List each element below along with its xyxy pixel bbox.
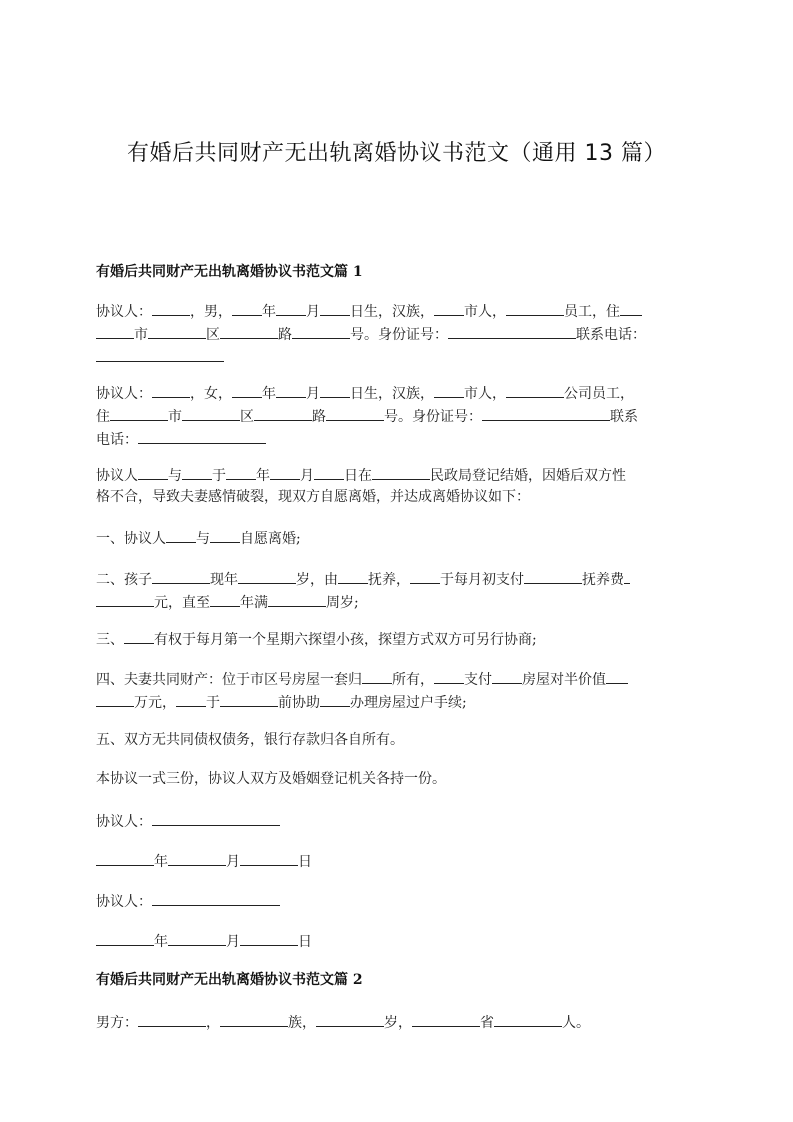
clause-3-visitation: 三、 有权于每月第一个星期六探望小孩，探望方式双方可另行协商; — [96, 628, 706, 651]
paragraph-party-female: 协议人： ，女， 年 月 日生，汉族， 市人， 公司员工， 住 市 区 路 号。身份证号： 联系 电话： — [96, 382, 706, 451]
date-line-2: 年 月 日 — [96, 930, 706, 953]
paragraph-marriage-info: 协议人 与 于 年 月 日在 民政局登记结婚，因婚后双方性 格不合，导致夫妻感情破裂，现双方自愿离婚，并达成离婚协议如下： — [96, 464, 706, 508]
paragraph-male-party-2: 男方： ， 族， 岁， 省 人。 — [96, 1011, 706, 1034]
document-title: 有婚后共同财产无出轨离婚协议书范文（通用 13 篇） — [127, 141, 666, 166]
signature-line-1: 协议人： — [96, 810, 706, 833]
section-heading-1: 有婚后共同财产无出轨离婚协议书范文篇 1 — [96, 264, 363, 280]
clause-4-property: 四、夫妻共同财产：位于市区号房屋一套归 所有， 支付 房屋对半价值 万元， 于 前协助 办理房屋过户手续; — [96, 668, 706, 714]
date-line-1: 年 月 日 — [96, 850, 706, 873]
paragraph-party-male: 协议人： ，男， 年 月 日生，汉族， 市人， 员工，住 市 区 路 号。身份证号： 联系电话： — [96, 300, 706, 369]
signature-line-2: 协议人： — [96, 890, 706, 913]
copies-statement: 本协议一式三份，协议人双方及婚姻登记机关各持一份。 — [96, 771, 446, 787]
section-heading-2: 有婚后共同财产无出轨离婚协议书范文篇 2 — [96, 972, 363, 988]
clause-1: 一、协议人 与 自愿离婚; — [96, 527, 706, 550]
clause-5-debts: 五、双方无共同债权债务，银行存款归各自所有。 — [96, 732, 404, 748]
clause-2-child: 二、孩子 现年 岁，由 抚养， 于每月初支付 抚养费 元，直至 年满 周岁; — [96, 568, 706, 614]
